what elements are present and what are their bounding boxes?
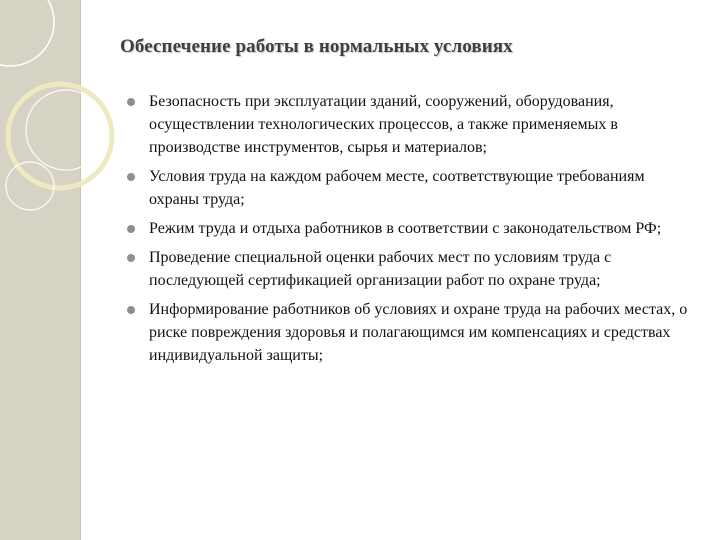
bullet-list — [124, 90, 694, 373]
bullet-dot-icon — [127, 225, 135, 233]
slide-title: Обеспечение работы в нормальных условиях — [120, 36, 513, 57]
bullet-text: Условия труда на каждом рабочем месте, соответствующие требованиям охраны труда; — [149, 168, 645, 208]
bullet-item — [124, 246, 694, 292]
bullet-text: Проведение специальной оценки рабочих мест по условиям труда с последующей сертификацией организации работ по охране труда; — [149, 249, 612, 289]
side-band — [0, 0, 81, 540]
bullet-text: Информирование работников об условиях и охране труда на рабочих местах, о риске повреждения здоровья и полагающимся им компенсациях и средствах индивидуальной защиты; — [149, 301, 688, 364]
bullet-item — [124, 90, 694, 159]
bullet-dot-icon — [127, 254, 135, 262]
bullet-item — [124, 217, 694, 240]
bullet-item — [124, 298, 694, 367]
bullet-dot-icon — [127, 306, 135, 314]
bullet-dot-icon — [127, 173, 135, 181]
bullet-text: Безопасность при эксплуатации зданий, сооружений, оборудования, осуществлении технологических процессов, а также применяемых в производстве инструментов, сырья и материалов; — [149, 93, 618, 156]
bullet-item — [124, 165, 694, 211]
bullet-text: Режим труда и отдыха работников в соответствии с законодательством РФ; — [149, 220, 662, 237]
bullet-dot-icon — [127, 98, 135, 106]
